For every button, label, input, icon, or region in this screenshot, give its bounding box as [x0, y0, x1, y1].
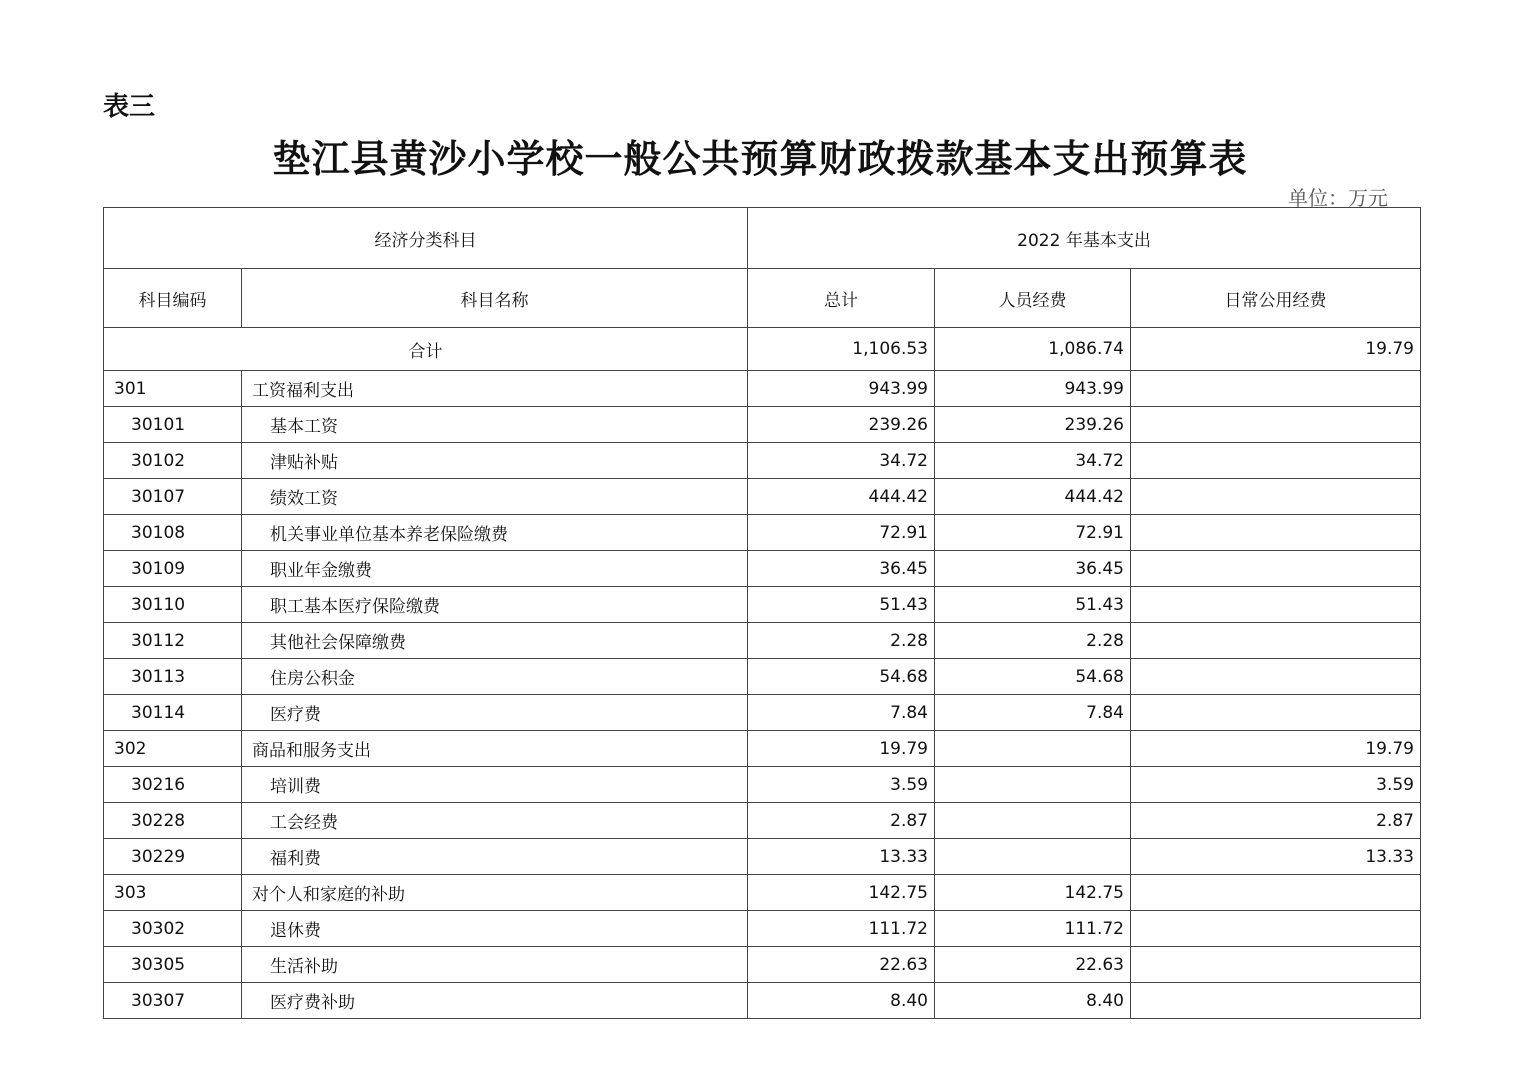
row-total: 34.72 [748, 443, 935, 479]
row-name: 住房公积金 [242, 659, 748, 695]
row-code: 30228 [104, 803, 242, 839]
row-name: 对个人和家庭的补助 [242, 875, 748, 911]
row-public [1131, 407, 1421, 443]
row-public [1131, 947, 1421, 983]
row-personnel [935, 731, 1131, 767]
table-row [104, 443, 1421, 479]
row-personnel: 34.72 [935, 443, 1131, 479]
unit-label: 单位：万元 [1288, 186, 1388, 210]
row-public [1131, 371, 1421, 407]
row-name: 职业年金缴费 [242, 551, 748, 587]
row-total: 13.33 [748, 839, 935, 875]
header-code: 科目编码 [104, 269, 242, 328]
row-name: 工会经费 [242, 803, 748, 839]
row-personnel [935, 767, 1131, 803]
row-personnel: 943.99 [935, 371, 1131, 407]
row-code: 30108 [104, 515, 242, 551]
table-row [104, 767, 1421, 803]
table-row [104, 911, 1421, 947]
row-total: 3.59 [748, 767, 935, 803]
header-total: 总计 [748, 269, 935, 328]
row-code: 30112 [104, 623, 242, 659]
row-code: 301 [104, 371, 242, 407]
table-row [104, 587, 1421, 623]
row-personnel: 111.72 [935, 911, 1131, 947]
header-row-1 [104, 208, 1421, 269]
row-personnel: 7.84 [935, 695, 1131, 731]
row-name: 基本工资 [242, 407, 748, 443]
row-total: 36.45 [748, 551, 935, 587]
row-total: 7.84 [748, 695, 935, 731]
row-public [1131, 551, 1421, 587]
row-public: 3.59 [1131, 767, 1421, 803]
row-name: 医疗费补助 [242, 983, 748, 1019]
row-total: 943.99 [748, 371, 935, 407]
row-code: 303 [104, 875, 242, 911]
row-public [1131, 983, 1421, 1019]
row-public [1131, 659, 1421, 695]
sum-personnel: 1,086.74 [935, 328, 1131, 371]
row-name: 职工基本医疗保险缴费 [242, 587, 748, 623]
table-row [104, 623, 1421, 659]
row-public [1131, 515, 1421, 551]
row-code: 302 [104, 731, 242, 767]
row-public [1131, 911, 1421, 947]
row-personnel: 22.63 [935, 947, 1131, 983]
table-row [104, 551, 1421, 587]
row-code: 30305 [104, 947, 242, 983]
budget-table [103, 207, 1421, 1019]
row-code: 30102 [104, 443, 242, 479]
row-public [1131, 623, 1421, 659]
row-personnel: 239.26 [935, 407, 1131, 443]
row-public [1131, 443, 1421, 479]
table-row [104, 947, 1421, 983]
row-name: 退休费 [242, 911, 748, 947]
table-row [104, 731, 1421, 767]
row-name: 绩效工资 [242, 479, 748, 515]
sum-total: 1,106.53 [748, 328, 935, 371]
row-personnel: 2.28 [935, 623, 1131, 659]
header-row-2 [104, 269, 1421, 328]
row-public: 13.33 [1131, 839, 1421, 875]
row-public: 2.87 [1131, 803, 1421, 839]
table-row [104, 407, 1421, 443]
row-public [1131, 479, 1421, 515]
row-name: 生活补助 [242, 947, 748, 983]
row-code: 30107 [104, 479, 242, 515]
row-total: 8.40 [748, 983, 935, 1019]
row-personnel: 444.42 [935, 479, 1131, 515]
table-row [104, 875, 1421, 911]
row-personnel: 142.75 [935, 875, 1131, 911]
row-name: 其他社会保障缴费 [242, 623, 748, 659]
header-public: 日常公用经费 [1131, 269, 1421, 328]
row-name: 培训费 [242, 767, 748, 803]
row-total: 19.79 [748, 731, 935, 767]
row-code: 30110 [104, 587, 242, 623]
row-public [1131, 695, 1421, 731]
row-code: 30109 [104, 551, 242, 587]
header-personnel: 人员经费 [935, 269, 1131, 328]
row-public [1131, 587, 1421, 623]
sum-public: 19.79 [1131, 328, 1421, 371]
row-name: 商品和服务支出 [242, 731, 748, 767]
row-personnel: 36.45 [935, 551, 1131, 587]
row-name: 医疗费 [242, 695, 748, 731]
table-row [104, 371, 1421, 407]
row-total: 22.63 [748, 947, 935, 983]
row-personnel: 72.91 [935, 515, 1131, 551]
row-code: 30114 [104, 695, 242, 731]
row-total: 444.42 [748, 479, 935, 515]
row-name: 工资福利支出 [242, 371, 748, 407]
header-name: 科目名称 [242, 269, 748, 328]
table-row [104, 479, 1421, 515]
row-personnel: 51.43 [935, 587, 1131, 623]
table-row [104, 659, 1421, 695]
row-code: 30229 [104, 839, 242, 875]
table-label: 表三 [103, 92, 156, 122]
table-row [104, 839, 1421, 875]
row-name: 机关事业单位基本养老保险缴费 [242, 515, 748, 551]
row-personnel: 8.40 [935, 983, 1131, 1019]
row-public [1131, 875, 1421, 911]
row-personnel [935, 803, 1131, 839]
header-year-basic: 2022 年基本支出 [748, 208, 1421, 269]
sum-label: 合计 [104, 328, 748, 371]
row-code: 30302 [104, 911, 242, 947]
row-code: 30216 [104, 767, 242, 803]
row-total: 142.75 [748, 875, 935, 911]
row-personnel [935, 839, 1131, 875]
row-total: 72.91 [748, 515, 935, 551]
row-total: 2.87 [748, 803, 935, 839]
row-total: 51.43 [748, 587, 935, 623]
row-total: 239.26 [748, 407, 935, 443]
row-name: 津贴补贴 [242, 443, 748, 479]
row-personnel: 54.68 [935, 659, 1131, 695]
row-total: 54.68 [748, 659, 935, 695]
header-econ-class: 经济分类科目 [104, 208, 748, 269]
table-row [104, 515, 1421, 551]
row-total: 2.28 [748, 623, 935, 659]
table-row [104, 803, 1421, 839]
page-title: 垫江县黄沙小学校一般公共预算财政拨款基本支出预算表 [272, 136, 1248, 181]
row-code: 30113 [104, 659, 242, 695]
row-total: 111.72 [748, 911, 935, 947]
table-row [104, 983, 1421, 1019]
row-code: 30307 [104, 983, 242, 1019]
sum-row [104, 328, 1421, 371]
table-row [104, 695, 1421, 731]
row-code: 30101 [104, 407, 242, 443]
row-public: 19.79 [1131, 731, 1421, 767]
row-name: 福利费 [242, 839, 748, 875]
